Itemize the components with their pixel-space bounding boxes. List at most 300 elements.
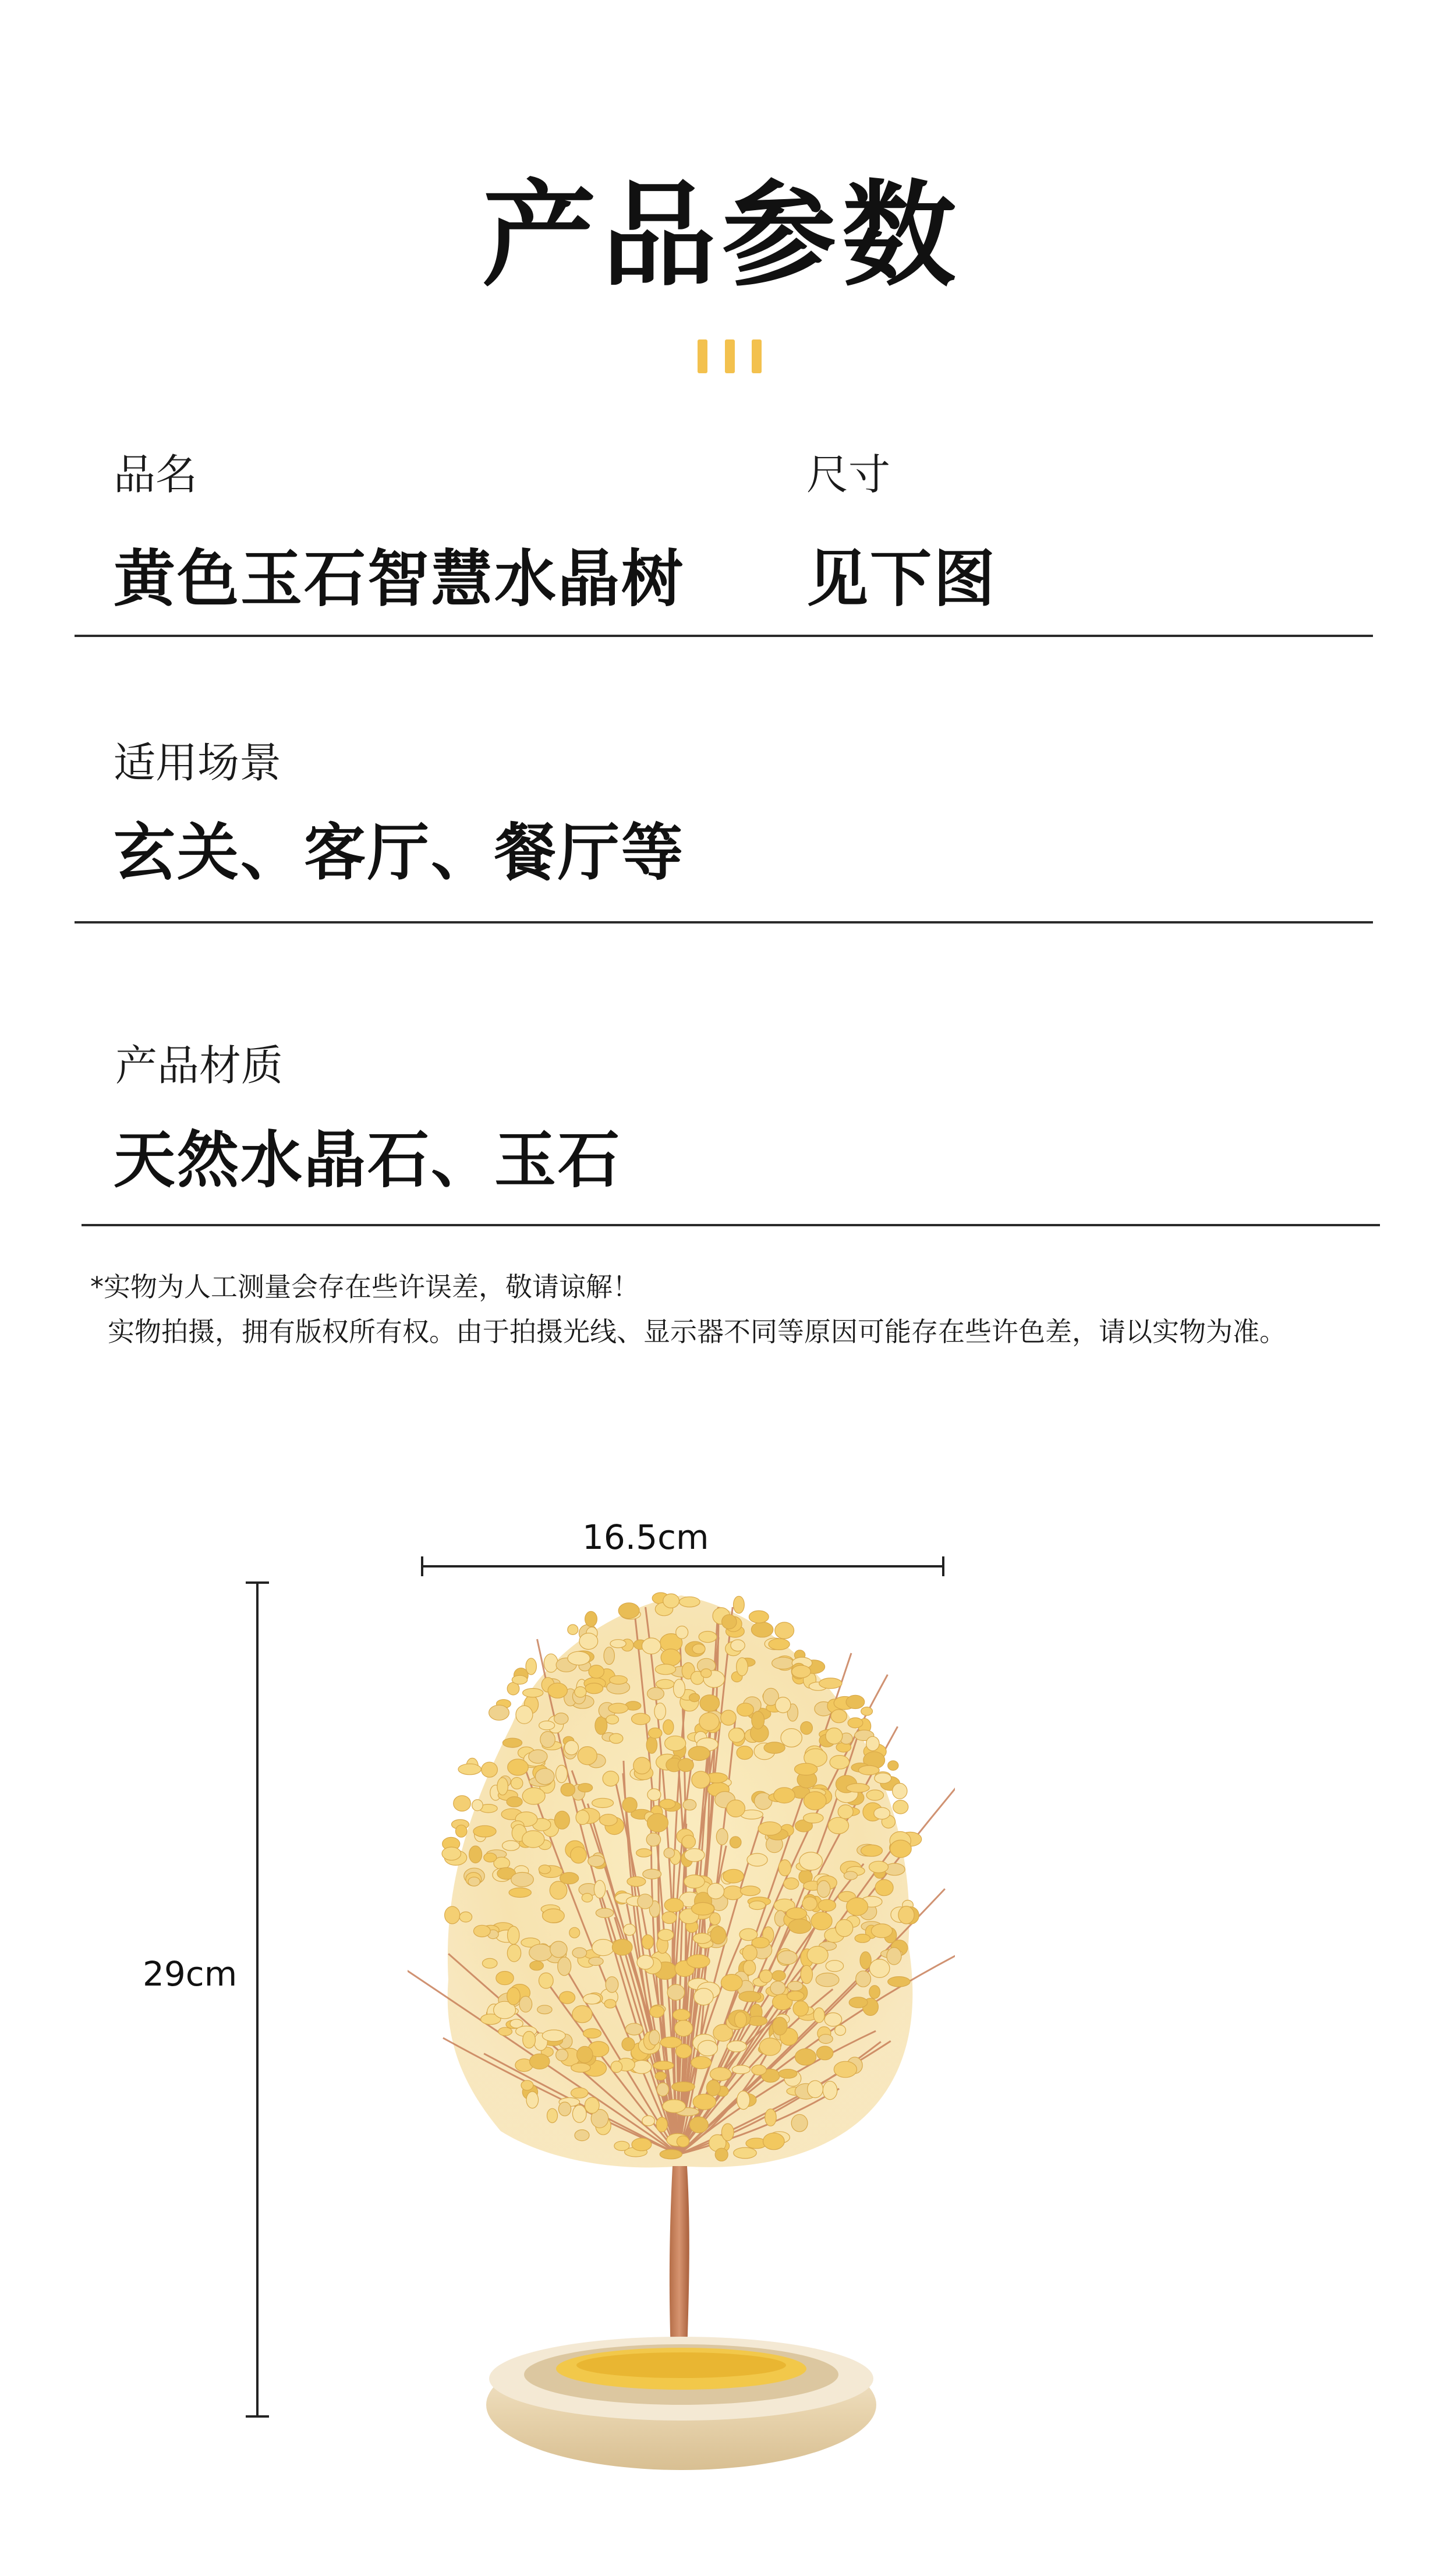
crystal-chip <box>792 1665 811 1678</box>
crystal-chip <box>699 1632 717 1643</box>
crystal-chip <box>632 1713 650 1725</box>
crystal-chip <box>585 1611 597 1626</box>
crystal-chip <box>560 1991 575 2004</box>
crystal-chip <box>556 2049 568 2061</box>
crystal-chip <box>595 1717 607 1735</box>
scene-value: 玄关、客厅、餐厅等 <box>114 817 685 889</box>
crystal-chip <box>660 2150 682 2159</box>
crystal-chip <box>737 1746 753 1760</box>
crystal-chip <box>859 1765 880 1775</box>
crystal-chip <box>610 1640 626 1648</box>
crystal-chip <box>530 1961 544 1970</box>
crystal-chip <box>759 2038 781 2055</box>
crystal-chip <box>758 1822 781 1835</box>
crystal-chip <box>588 1856 604 1867</box>
crystal-chip <box>664 1898 684 1912</box>
crystal-chip <box>692 1644 705 1654</box>
crystal-chip <box>844 1871 857 1880</box>
crystal-chip <box>539 1973 553 1988</box>
crystal-chip <box>583 2029 601 2038</box>
crystal-chip <box>682 1835 696 1849</box>
crystal-chip <box>603 1771 619 1786</box>
crystal-chip <box>600 1814 618 1826</box>
crystal-chip <box>502 1738 522 1747</box>
crystal-chip <box>661 1649 681 1666</box>
crystal-chip <box>700 1695 720 1712</box>
note-measurement: *实物为人工测量会存在些许误差，敬请谅解！ <box>90 1271 639 1303</box>
crystal-chip <box>866 1790 883 1800</box>
crystal-chip <box>540 1732 555 1748</box>
crystal-chip <box>569 1927 580 1938</box>
crystal-chip <box>836 1920 853 1937</box>
crystal-chip <box>507 1797 522 1807</box>
crystal-chip <box>516 1705 533 1724</box>
crystal-chip <box>788 1919 811 1934</box>
crystal-chip <box>556 1765 568 1783</box>
crystal-chip <box>657 2083 668 2096</box>
crystal-chip <box>544 1654 558 1672</box>
crystal-chip <box>571 2063 590 2072</box>
crystal-chip <box>445 1906 460 1924</box>
size-value: 见下图 <box>806 543 997 615</box>
crystal-chip <box>502 1841 520 1850</box>
crystal-chip <box>715 2148 728 2161</box>
crystal-chip <box>624 1924 636 1935</box>
crystal-chip <box>572 2105 586 2122</box>
crystal-chip <box>888 1977 910 1987</box>
crystal-chip <box>684 1875 705 1888</box>
crystal-chip <box>539 1721 555 1730</box>
crystal-chip <box>687 1955 710 1968</box>
crystal-chip <box>611 2061 622 2073</box>
crystal-chip <box>866 1736 880 1751</box>
crystal-chip <box>468 1877 480 1886</box>
crystal-chip <box>749 1901 766 1910</box>
crystal-chip <box>610 1733 623 1743</box>
crystal-chip <box>572 1948 587 1958</box>
crystal-chip <box>589 1665 604 1679</box>
crystal-chip <box>802 1897 817 1910</box>
crystal-chip <box>638 1894 653 1909</box>
tree-base <box>486 2337 876 2470</box>
crystal-chip <box>869 1861 889 1873</box>
crystal-chip <box>577 2046 593 2063</box>
crystal-chip <box>675 2021 693 2037</box>
crystal-chip <box>683 1799 696 1810</box>
crystal-chip <box>716 1828 728 1845</box>
crystal-chip <box>521 2080 533 2090</box>
crystal-chip <box>508 1759 529 1775</box>
crystal-chip <box>578 1747 597 1765</box>
crystal-chip <box>807 1946 828 1963</box>
crystal-chip <box>550 1881 567 1899</box>
crystal-chip <box>568 1651 590 1665</box>
crystal-chip <box>473 1925 490 1937</box>
crystal-chip <box>723 1869 744 1883</box>
crystal-chip <box>679 1597 700 1607</box>
crystal-chip <box>819 2034 833 2044</box>
crystal-chip <box>893 1800 908 1814</box>
crystal-chip <box>673 2009 691 2021</box>
size-label: 尺寸 <box>806 450 891 499</box>
crystal-chip <box>784 1878 799 1889</box>
crystal-chip <box>846 1695 865 1708</box>
crystal-chip <box>558 1957 571 1976</box>
crystal-chip <box>772 1657 794 1669</box>
crystal-chip <box>610 1676 628 1685</box>
crystal-chip <box>791 2114 808 2132</box>
crystal-chip <box>869 1986 880 1999</box>
crystal-chip <box>660 2037 681 2048</box>
crystal-chip <box>655 2072 666 2080</box>
crystal-chip <box>887 1948 901 1965</box>
crystal-chip <box>458 1764 481 1775</box>
crystal-chip <box>547 2108 558 2122</box>
crystal-chip <box>781 1729 802 1747</box>
crystal-chip <box>875 1773 891 1784</box>
crystal-chip <box>855 1934 870 1943</box>
crystal-chip <box>522 1831 544 1848</box>
crystal-chip <box>583 1994 601 2004</box>
crystal-chip <box>642 1638 661 1654</box>
crystal-chip <box>558 2102 571 2116</box>
crystal-chip <box>578 1784 593 1792</box>
crystal-chip <box>649 1728 662 1739</box>
crystal-chip <box>694 1988 713 2005</box>
crystal-chip <box>469 1846 482 1863</box>
crystal-chip <box>740 1886 760 1896</box>
crystal-chip <box>472 1800 483 1811</box>
crystal-chip <box>811 1912 832 1930</box>
crystal-chip <box>759 1970 772 1983</box>
crystal-chip <box>816 1973 839 1986</box>
crystal-chip <box>826 1728 843 1745</box>
crystal-chip <box>529 1944 553 1961</box>
divider <box>82 1224 1380 1226</box>
crystal-chip <box>828 1817 848 1834</box>
crystal-chip <box>535 1768 554 1785</box>
crystal-chip <box>769 1639 790 1650</box>
crystal-chip <box>647 1687 664 1700</box>
crystal-chip <box>655 1664 675 1675</box>
crystal-chip <box>554 1713 568 1724</box>
note-copyright: 实物拍摄，拥有版权所有权。由于拍摄光线、显示器不同等原因可能存在些许色差，请以实物为准。 <box>108 1316 1286 1347</box>
crystal-chip <box>834 2061 857 2078</box>
crystal-chip <box>663 1594 679 1608</box>
crystal-chip <box>723 1886 743 1900</box>
crystal-chip <box>575 1687 586 1697</box>
crystal-chip <box>701 1669 712 1678</box>
crystal-chip <box>507 1944 521 1962</box>
crystal-chip <box>752 1937 769 1948</box>
crystal-chip <box>856 1971 871 1987</box>
crystal-chip <box>497 1778 508 1795</box>
crystal-chip <box>793 2001 808 2016</box>
crystal-chip <box>776 1697 791 1713</box>
crystal-chip <box>561 1784 575 1796</box>
crystal-chip <box>589 1957 603 1965</box>
crystal-chip <box>550 1941 567 1958</box>
crystal-chip <box>737 2091 750 2110</box>
crystal-chip <box>542 2030 565 2041</box>
crystal-chip <box>804 1792 826 1810</box>
crystal-chip <box>522 1788 545 1804</box>
crystal-chip <box>627 1877 646 1887</box>
crystal-chip <box>604 2000 616 2008</box>
crystal-chip <box>765 2109 776 2126</box>
crystal-chip <box>795 1763 817 1775</box>
crystal-chip <box>625 2023 643 2035</box>
crystal-chip <box>848 1718 863 1728</box>
crystal-chip <box>786 1908 806 1919</box>
crystal-chip <box>622 1797 637 1813</box>
crystal-chip <box>871 1924 892 1938</box>
crystal-chip <box>667 1984 685 2000</box>
crystal-chip <box>646 1736 657 1753</box>
crystal-chip <box>788 1981 803 1991</box>
crystal-chip <box>774 1788 795 1803</box>
crystal-chip <box>592 1940 614 1956</box>
crystal-chip <box>688 1746 710 1760</box>
crystal-chip <box>818 1899 836 1911</box>
crystal-chip <box>787 1991 804 2001</box>
crystal-chip <box>663 2100 686 2113</box>
crystal-chip <box>847 1784 870 1792</box>
deco-bar <box>752 339 762 373</box>
crystal-chip <box>571 1847 587 1863</box>
crystal-chip <box>693 1933 711 1944</box>
crystal-chip <box>737 1658 748 1676</box>
crystal-chip <box>647 1789 661 1800</box>
crystal-chip <box>816 2046 833 2060</box>
crystal-chip <box>674 1679 685 1698</box>
crystal-chip <box>721 1710 736 1725</box>
crystal-chip <box>656 1679 674 1689</box>
crystal-chip <box>861 1707 873 1716</box>
crystal-chip <box>678 1758 693 1772</box>
name-label: 品名 <box>114 450 198 499</box>
crystal-chip <box>543 1909 565 1923</box>
crystal-chip <box>512 1675 527 1684</box>
crystal-tree-image <box>408 1572 955 2481</box>
crystal-chip <box>775 1622 794 1639</box>
crystal-chip <box>831 1710 847 1723</box>
crystal-chip <box>819 1678 842 1689</box>
crystal-chip <box>849 1997 868 2008</box>
crystal-chip <box>509 1888 531 1897</box>
crystal-chip <box>654 1703 666 1720</box>
crystal-chip <box>773 2017 787 2035</box>
crystal-chip <box>519 1996 532 2012</box>
crystal-chip <box>482 1958 497 1968</box>
crystal-chip <box>606 1977 618 1993</box>
crystal-chip <box>770 1981 785 1995</box>
crystal-chip <box>507 1987 521 2005</box>
crystal-chip <box>565 1740 579 1755</box>
crystal-chip <box>752 1711 765 1729</box>
crystal-chip <box>585 2097 599 2113</box>
divider <box>75 921 1373 923</box>
crystal-chip <box>777 1951 797 1965</box>
width-label: 16.5cm <box>582 1517 709 1557</box>
crystal-chip <box>847 1898 868 1916</box>
crystal-chip <box>548 1683 567 1698</box>
crystal-chip <box>731 1640 745 1651</box>
crystal-chip <box>575 2130 589 2141</box>
crystal-chip <box>568 1625 578 1634</box>
crystal-chip <box>498 2027 512 2036</box>
crystal-chip <box>530 2054 550 2069</box>
crystal-chip <box>684 1849 705 1862</box>
crystal-chip <box>571 2088 588 2099</box>
crystal-chip <box>650 2006 664 2018</box>
crystal-chip <box>838 1805 853 1819</box>
crystal-chip <box>772 1970 785 1981</box>
material-value: 天然水晶石、玉石 <box>114 1124 621 1196</box>
crystal-chip <box>442 1847 461 1860</box>
crystal-chip <box>526 2092 539 2108</box>
crystal-chip <box>653 2061 674 2070</box>
crystal-chip <box>823 2081 837 2100</box>
crystal-chip <box>813 2008 824 2023</box>
crystal-chip <box>614 2141 629 2150</box>
crystal-chip <box>727 2041 747 2052</box>
crystal-chip <box>637 1955 653 1969</box>
crystal-chip <box>752 2065 766 2075</box>
deco-bar <box>698 339 707 373</box>
crystal-chip <box>826 1961 843 1972</box>
material-label: 产品材质 <box>115 1041 284 1090</box>
crystal-chip <box>692 1902 714 1915</box>
crystal-chip <box>808 2080 823 2097</box>
height-label: 29cm <box>143 1954 238 1994</box>
crystal-chip <box>649 2030 660 2045</box>
crystal-chip <box>672 2082 695 2092</box>
crystal-chip <box>572 2005 592 2022</box>
crystal-chip <box>732 2065 750 2074</box>
crystal-chip <box>660 1799 675 1809</box>
crystal-chip <box>751 1622 773 1637</box>
crystal-chip <box>529 1750 547 1763</box>
tree-trunk <box>670 2166 689 2352</box>
crystal-chip <box>710 1913 720 1925</box>
crystal-chip <box>662 1912 677 1923</box>
crystal-chip <box>689 1693 700 1701</box>
crystal-chip <box>482 1762 498 1777</box>
crystal-chip <box>604 1647 614 1665</box>
crystal-chip <box>890 1840 912 1857</box>
crystal-chip <box>596 1908 613 1917</box>
crystal-chip <box>804 1813 823 1823</box>
crystal-chip <box>585 1683 603 1694</box>
crystal-chip <box>860 1952 871 1969</box>
crystal-chip <box>511 1778 523 1789</box>
crystal-chip <box>554 1811 569 1829</box>
crystal-chip <box>824 2013 842 2026</box>
crystal-chip <box>526 1658 536 1675</box>
crystal-chip <box>656 2117 667 2132</box>
crystal-chip <box>710 1926 726 1944</box>
crystal-chip <box>764 1742 785 1753</box>
crystal-chip <box>454 1796 471 1811</box>
crystal-chip <box>801 1965 812 1983</box>
crystal-chip <box>592 1798 614 1807</box>
crystal-chip <box>511 1873 534 1887</box>
crystal-chip <box>692 1771 710 1788</box>
crystal-chip <box>608 1703 628 1713</box>
page-title: 产品参数 <box>482 169 962 302</box>
crystal-chip <box>691 2057 712 2069</box>
crystal-chip <box>742 1945 757 1961</box>
crystal-chip <box>496 1972 514 1985</box>
crystal-chip <box>489 1705 509 1720</box>
crystal-chip <box>698 2040 718 2056</box>
crystal-chip <box>869 1959 890 1978</box>
crystal-chip <box>734 2147 757 2159</box>
crystal-chip <box>576 1810 589 1825</box>
crystal-chip <box>663 1719 674 1734</box>
crystal-chip <box>747 1853 767 1866</box>
crystal-chip <box>730 1837 741 1848</box>
crystal-chip <box>778 2069 797 2079</box>
crystal-chip <box>734 1596 745 1613</box>
crystal-chip <box>699 1712 719 1731</box>
crystal-chip <box>861 1845 883 1856</box>
crystal-chip <box>618 1603 639 1619</box>
height-dimension-line <box>239 1572 274 2428</box>
crystal-chip <box>459 1912 472 1922</box>
crystal-chip <box>658 1929 674 1941</box>
crystal-chip <box>801 1722 813 1735</box>
crystal-chip <box>737 1703 754 1717</box>
crystal-chip <box>636 1849 652 1857</box>
crystal-chip <box>646 1833 660 1846</box>
crystal-chip <box>642 2116 655 2126</box>
crystal-chip <box>539 1865 551 1874</box>
crystal-chip <box>606 1715 619 1724</box>
crystal-chip <box>537 2005 552 2014</box>
crystal-chip <box>632 2138 652 2151</box>
crystal-chip <box>875 1880 893 1896</box>
crystal-chip <box>739 1991 761 2002</box>
crystal-chip <box>817 1881 830 1898</box>
crystal-chip <box>721 1975 742 1991</box>
crystal-chip <box>642 1935 654 1949</box>
divider <box>75 635 1373 637</box>
crystal-chip <box>735 2012 747 2028</box>
crystal-chip <box>647 1814 668 1832</box>
crystal-chip <box>612 1939 632 1955</box>
crystal-chip <box>898 1906 914 1924</box>
crystal-chip <box>633 1757 651 1774</box>
crystal-chip <box>893 1784 907 1799</box>
deco-bar <box>725 339 735 373</box>
crystal-chip <box>582 1894 592 1902</box>
title-decoration <box>698 339 762 373</box>
crystal-chip <box>473 1825 496 1837</box>
crystal-chip <box>749 1611 769 1623</box>
crystal-chip <box>456 1825 467 1837</box>
crystal-chip <box>888 1761 898 1771</box>
crystal-chip <box>632 2060 652 2073</box>
crystal-chip <box>706 2080 720 2096</box>
crystal-chip <box>795 2048 816 2065</box>
crystal-chip <box>523 2032 536 2048</box>
crystal-chip <box>676 1626 688 1639</box>
crystal-chip <box>693 2094 716 2110</box>
crystal-chip <box>830 1756 849 1770</box>
name-value: 黄色玉石智慧水晶树 <box>114 543 685 615</box>
